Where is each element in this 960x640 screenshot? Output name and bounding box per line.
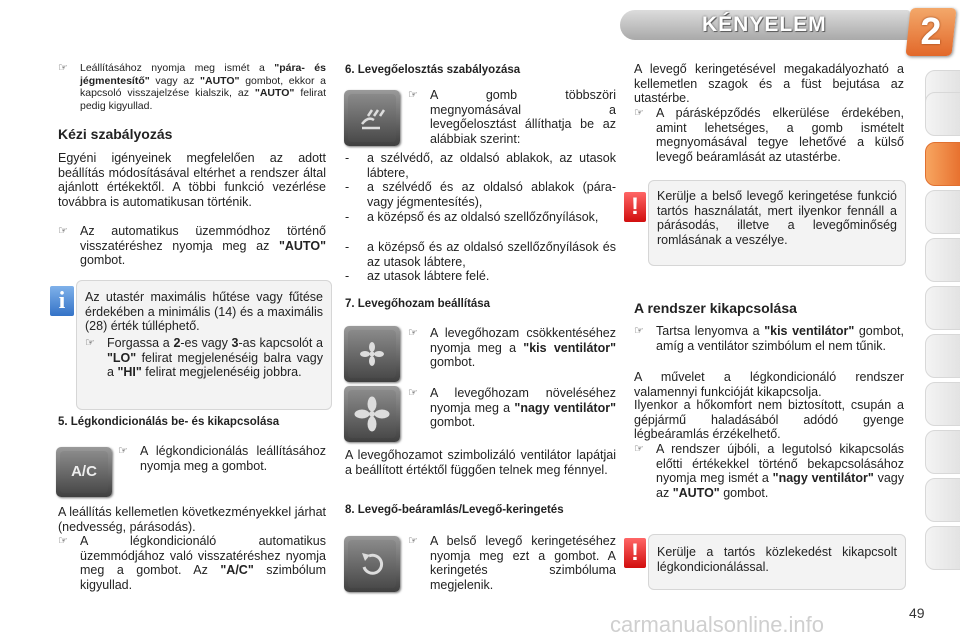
side-tab[interactable] — [925, 526, 960, 570]
section-heading-shutdown: A rendszer kikapcsolása — [634, 300, 797, 316]
chapter-title: KÉNYELEM — [702, 13, 827, 36]
chapter-number: 2 — [920, 11, 942, 53]
section-5-heading: 5. Légkondicionálás be- és kikapcsolása — [58, 416, 280, 428]
dash-item: - a szélvédő, az oldalsó ablakok, az utasok lábtere, — [345, 151, 616, 180]
warning-icon: ! — [624, 538, 646, 568]
info-icon: i — [50, 286, 74, 316]
finger-icon: ☞ — [634, 325, 644, 337]
finger-icon: ☞ — [408, 89, 418, 101]
dash-item: - a középső és az oldalsó szellőzőnyílások, — [345, 210, 599, 224]
recirc-intro-paragraph: A levegő keringetésével megakadályozható a kellemetlen szagok és a füst bejutása az utastérbe. — [634, 62, 904, 105]
manual-paragraph: Egyéni igényeinek megfelelően az adott beállítás módosításával eltérhet a rendszer által ajánlott értékektől. A többi funkció vezérlése továbbra is automatikusan történik. — [58, 151, 326, 209]
page-header — [0, 0, 960, 55]
fan-low-bullet: ☞ A levegőhozam csökkentéséhez nyomja meg a "kis ventilátor" gombot. — [408, 326, 617, 369]
info-box — [76, 280, 332, 410]
recirculation-button[interactable] — [344, 536, 400, 592]
finger-icon: ☞ — [634, 107, 644, 119]
side-tab[interactable] — [925, 190, 960, 234]
ac-off-paragraph: A leállítás kellemetlen következményekkel járhat (nedvesség, párásodás). — [58, 505, 326, 534]
fan-small-icon — [348, 330, 396, 378]
fan-low-button[interactable] — [344, 326, 400, 382]
ac-auto-bullet: ☞ A légkondicionáló automatikus üzemmódjához való visszatéréshez nyomja meg a gombot. Az "A/C" szimbólum kigyullad. — [58, 534, 326, 592]
dash-item: - a középső és az oldalsó szellőzőnyílások és az utasok lábtere, — [345, 240, 616, 269]
fan-high-button[interactable] — [344, 386, 400, 442]
ac-off-bullet: ☞ A légkondicionálás leállításához nyomja meg a gombot. — [118, 444, 326, 473]
section-heading-manual: Kézi szabályozás — [58, 126, 173, 142]
side-tab[interactable] — [925, 334, 960, 378]
air-distribution-icon — [348, 94, 396, 142]
restart-bullet: ☞ A rendszer újbóli, a legutolsó kikapcsolás előtti értékekkel történő bekapcsolásához nyomja meg ismét a "nagy ventilátor" vagy az "AUTO" gombot. — [634, 442, 904, 500]
section-7-heading: 7. Levegőhozam beállítása — [345, 298, 491, 310]
section-8-heading: 8. Levegő-beáramlás/Levegő-keringetés — [345, 504, 564, 516]
dash-item: - a szélvédő és az oldalsó ablakok (pára- vagy jégmentesítés), — [345, 180, 616, 209]
info-text: Az utastér maximális hűtése vagy fűtése érdekében a minimális (14) és a maximális (28) érték túlléphető. — [85, 290, 323, 333]
fan-high-bullet: ☞ A levegőhozam növeléséhez nyomja meg a "nagy ventilátor" gombot. — [408, 386, 616, 429]
ac-button[interactable] — [56, 447, 112, 497]
chapter-number-badge — [905, 8, 956, 56]
warning-text-2: Kerülje a tartós közlekedést kikapcsolt légkondicionálással. — [657, 545, 897, 574]
warning-box-2 — [648, 534, 906, 590]
warning-box-1 — [648, 180, 906, 266]
side-tab[interactable] — [925, 430, 960, 474]
intro-bullet: ☞ Leállításához nyomja meg ismét a "pára- és jégmentesítő" vagy az "AUTO" gombot, ekkor a kapcsoló visszajelzése kialszik, az "AUTO" felirat pedig kigyullad. — [58, 62, 326, 112]
air-distribution-button[interactable] — [344, 90, 400, 146]
section-6-heading: 6. Levegőelosztás szabályozása — [345, 64, 521, 76]
finger-icon: ☞ — [58, 225, 68, 237]
shutdown-bullet: ☞ Tartsa lenyomva a "kis ventilátor" gombot, amíg a ventilátor szimbólum el nem tűnik. — [634, 324, 904, 353]
finger-icon: ☞ — [408, 327, 418, 339]
finger-icon: ☞ — [408, 535, 418, 547]
finger-icon: ☞ — [118, 445, 128, 457]
info-bullet: ☞ Forgassa a 2-es vagy 3-as kapcsolót a "LO" felirat megjelenéséig balra vagy a "HI" felirat megjelenéséig jobbra. — [85, 336, 323, 379]
finger-icon: ☞ — [85, 337, 95, 349]
side-tab[interactable] — [925, 238, 960, 282]
finger-icon: ☞ — [58, 62, 68, 74]
auto-return-bullet: ☞ Az automatikus üzemmódhoz történő visszatéréshez nyomja meg az "AUTO" gombot. — [58, 224, 326, 267]
finger-icon: ☞ — [58, 535, 68, 547]
fan-paragraph: A levegőhozamot szimbolizáló ventilátor lapátjai a beállított értéktől függően telnek meg fénnyel. — [345, 448, 616, 477]
ac-button-label: A/C — [60, 451, 108, 493]
recirculation-icon — [348, 540, 396, 588]
condensation-bullet: ☞ A párásképződés elkerülése érdekében, amint lehetséges, a gomb ismételt megnyomásával tegye lehetővé a külső levegő beáramlását az utastérbe. — [634, 106, 904, 164]
recirculation-bullet: ☞ A belső levegő keringetéséhez nyomja meg ezt a gombot. A keringetés szimbóluma megjelenik. — [408, 534, 616, 592]
side-tab[interactable] — [925, 382, 960, 426]
side-tab[interactable] — [925, 478, 960, 522]
side-tab[interactable] — [925, 92, 960, 136]
warning-text-1: Kerülje a belső levegő keringetése funkció tartós használatát, mert ilyenkor fennáll a párásodás, illetve a levegőminőség romlásának a veszélye. — [657, 189, 897, 247]
warning-icon: ! — [624, 192, 646, 222]
finger-icon: ☞ — [408, 387, 418, 399]
watermark: carmanualsonline.info — [610, 612, 825, 637]
shutdown-paragraph: A művelet a légkondicionáló rendszer valamennyi funkcióját kikapcsolja. — [634, 370, 904, 399]
fan-large-icon — [348, 390, 396, 438]
finger-icon: ☞ — [634, 443, 644, 455]
page-number: 49 — [909, 605, 925, 621]
air-distribution-bullet: ☞ A gomb többszöri megnyomásával a levegőelosztást állíthatja be az alábbiak szerint: — [408, 88, 616, 146]
comfort-paragraph: Ilyenkor a hőkomfort nem biztosított, csupán a gépjármű haladásából adódó gyenge légbeáramlás érzékelhető. — [634, 398, 904, 441]
side-tab-active[interactable] — [925, 142, 960, 186]
dash-item: - az utasok lábtere felé. — [345, 269, 490, 283]
side-tab[interactable] — [925, 286, 960, 330]
